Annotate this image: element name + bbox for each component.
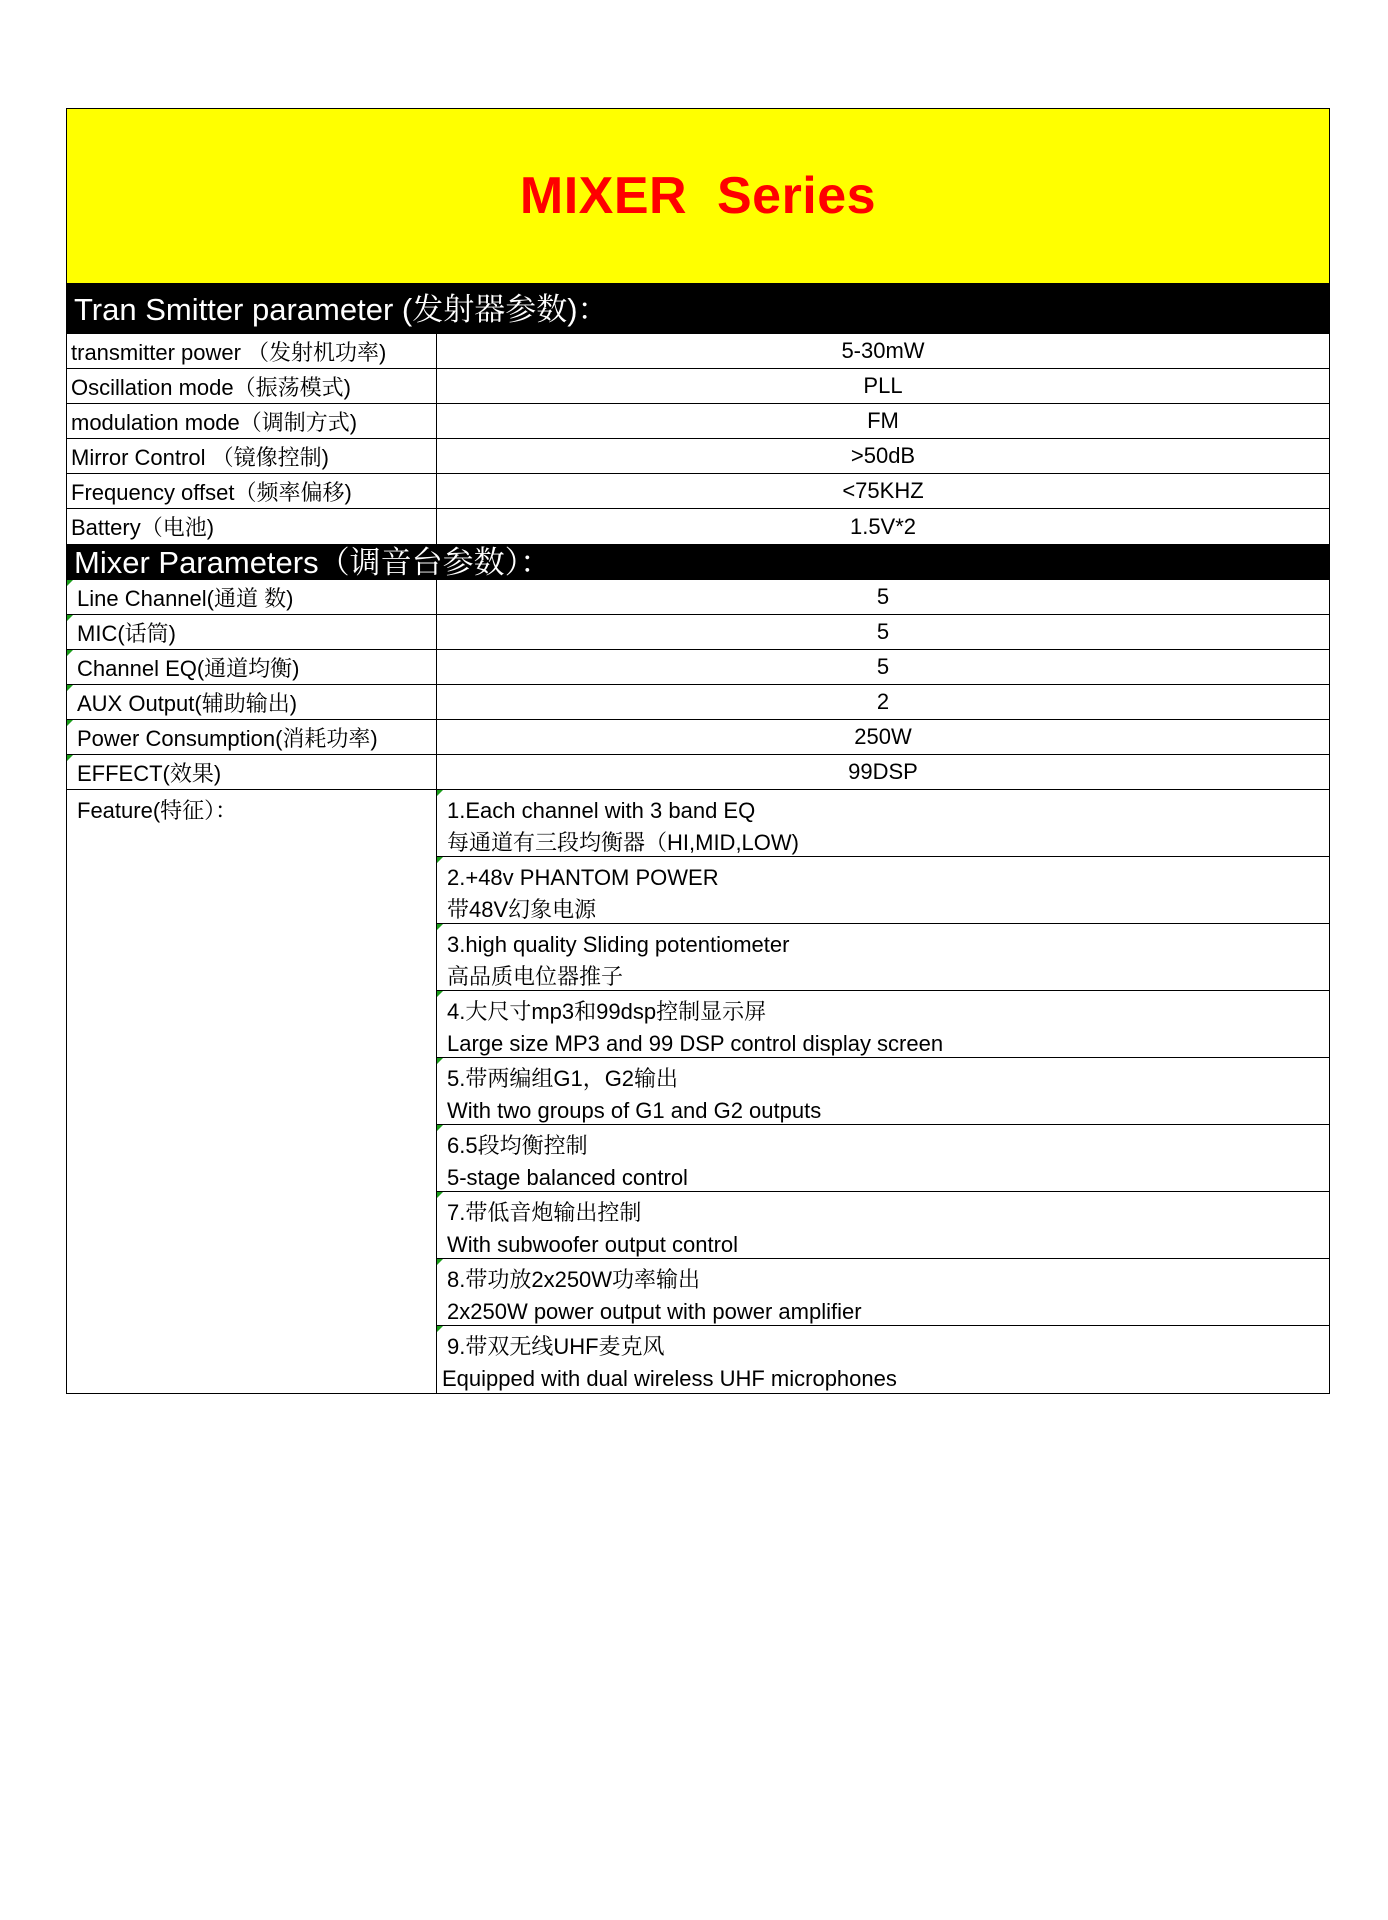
feature-line-2: 5-stage balanced control [447, 1165, 688, 1190]
table-row [67, 685, 1329, 720]
title-band [67, 109, 1329, 284]
table-row [67, 474, 1329, 509]
feature-line-1: 7.带低音炮输出控制 [447, 1200, 642, 1225]
spec-value: 1.5V*2 [849, 513, 917, 539]
spec-label: Battery（电池) [67, 509, 437, 544]
feature-item [437, 1125, 1329, 1192]
feature-line-2: 每通道有三段均衡器（HI,MID,LOW) [447, 830, 799, 855]
spec-value: 5 [876, 584, 890, 609]
spec-value: PLL [863, 373, 903, 398]
feature-line-2: With subwoofer output control [447, 1232, 739, 1257]
spec-label: MIC(话筒) [67, 615, 437, 649]
feature-line-1: 2.+48v PHANTOM POWER [447, 865, 719, 890]
spec-value: 5-30mW [841, 338, 925, 363]
feature-item [437, 1326, 1329, 1393]
spec-label: transmitter power （发射机功率) [67, 334, 437, 368]
feature-line-1: 5.带两编组G1，G2输出 [447, 1066, 679, 1091]
table-row [67, 404, 1329, 439]
feature-label-text: Feature(特征）： [77, 798, 238, 823]
feature-line-1: 1.Each channel with 3 band EQ [447, 798, 756, 823]
spec-label: Power Consumption(消耗功率) [67, 720, 437, 754]
spec-value: >50dB [850, 443, 916, 468]
feature-item [437, 790, 1329, 857]
spec-value: 99DSP [848, 759, 918, 784]
table-row [67, 615, 1329, 650]
feature-line-2: 2x250W power output with power amplifier [447, 1299, 862, 1324]
feature-label [67, 790, 437, 1393]
feature-line-2: 带48V幻象电源 [447, 897, 597, 922]
feature-item [437, 1259, 1329, 1326]
feature-line-1: 9.带双无线UHF麦克风 [447, 1334, 665, 1359]
spec-label: modulation mode（调制方式) [67, 404, 437, 438]
feature-line-2: 高品质电位器推子 [447, 964, 624, 989]
table-row [67, 369, 1329, 404]
table-row [67, 720, 1329, 755]
spec-label: AUX Output(辅助输出) [67, 685, 437, 719]
page-title: MIXER Series [519, 167, 877, 225]
spec-sheet [66, 108, 1330, 1394]
table-row [67, 650, 1329, 685]
spec-label: Frequency offset（频率偏移) [67, 474, 437, 508]
feature-line-2: Equipped with dual wireless UHF microphones [442, 1366, 897, 1391]
table-row [67, 755, 1329, 790]
feature-line-1: 8.带功放2x250W功率输出 [447, 1267, 701, 1292]
table-row [67, 509, 1329, 544]
spec-value: FM [867, 408, 899, 433]
spec-label: EFFECT(效果) [67, 755, 437, 789]
table-row [67, 334, 1329, 369]
spec-label: Channel EQ(通道均衡) [67, 650, 437, 684]
feature-item [437, 924, 1329, 991]
spec-value: <75KHZ [842, 478, 924, 503]
spec-value: 2 [876, 689, 890, 714]
spec-value: 5 [876, 654, 890, 679]
feature-item [437, 857, 1329, 924]
transmitter-section-heading: Tran Smitter parameter (发射器参数)： [67, 284, 1329, 334]
table-row [67, 580, 1329, 615]
spec-label: Oscillation mode（振荡模式) [67, 369, 437, 403]
spec-label: Mirror Control （镜像控制) [67, 439, 437, 473]
spec-value: 250W [854, 724, 912, 749]
feature-item [437, 991, 1329, 1058]
feature-item [437, 1192, 1329, 1259]
feature-block [67, 790, 1329, 1393]
spec-value: 5 [876, 619, 890, 644]
feature-line-1: 6.5段均衡控制 [447, 1133, 588, 1158]
feature-line-1: 3.high quality Sliding potentiometer [447, 932, 790, 957]
mixer-section-heading: Mixer Parameters（调音台参数）： [67, 544, 1329, 580]
feature-item [437, 1058, 1329, 1125]
feature-list [437, 790, 1329, 1393]
feature-line-2: Large size MP3 and 99 DSP control display screen [447, 1031, 944, 1056]
spec-label: Line Channel(通道 数) [67, 580, 437, 614]
table-row [67, 439, 1329, 474]
feature-line-2: With two groups of G1 and G2 outputs [447, 1098, 822, 1123]
feature-line-1: 4.大尺寸mp3和99dsp控制显示屏 [447, 999, 767, 1024]
